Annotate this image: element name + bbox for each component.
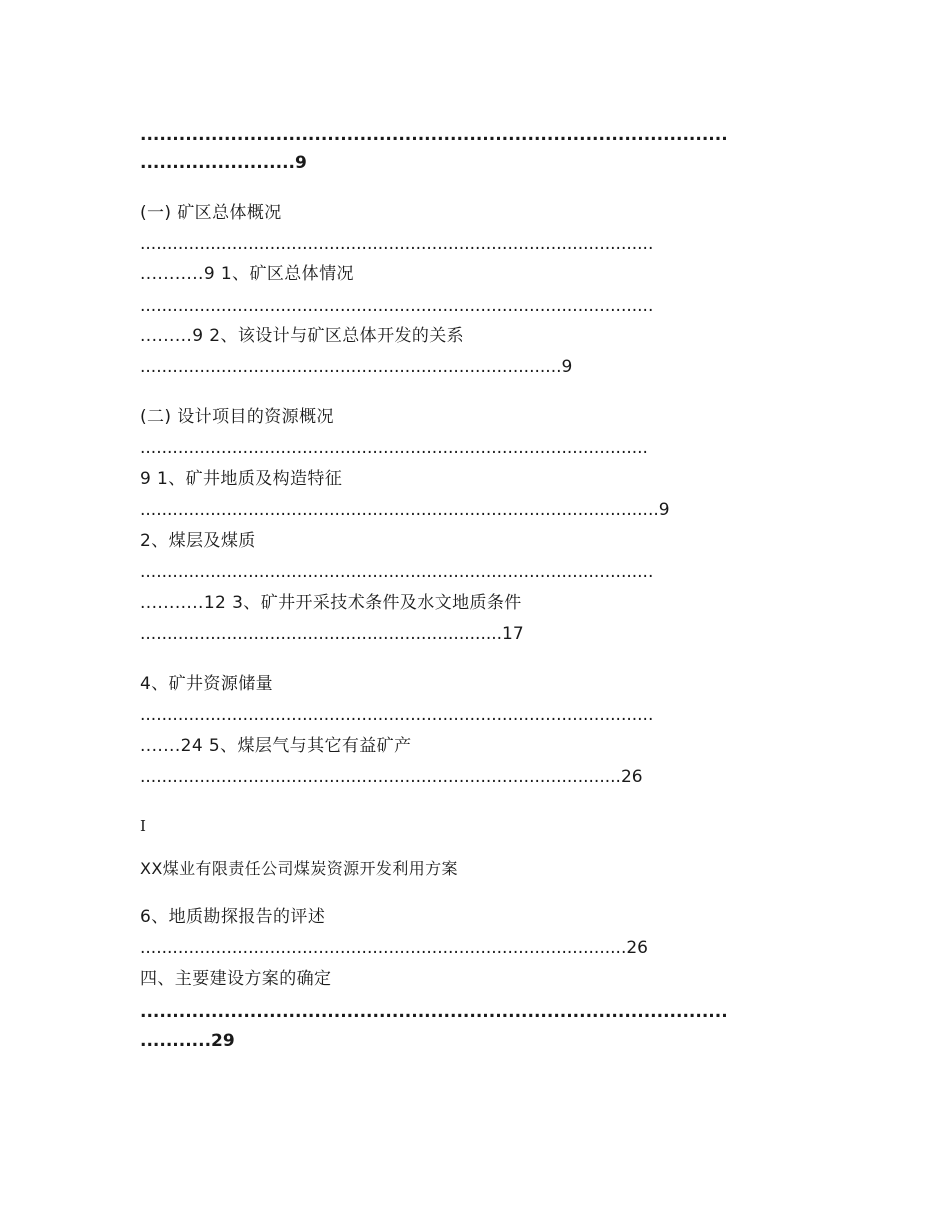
- toc-entry: 9 1、矿井地质及构造特征: [140, 469, 343, 489]
- toc-entry-page: .........................................................................................26: [140, 767, 643, 787]
- toc-entry-page: ...........29: [140, 1031, 235, 1051]
- toc-entry-page: ..............................................................................9: [140, 357, 573, 377]
- toc-dot-leader: ...........................................................................................: [140, 1002, 728, 1022]
- toc-dot-leader: ...............................................................................................: [140, 562, 654, 582]
- toc-section-heading: (二) 设计项目的资源概况: [140, 407, 334, 427]
- toc-entry-page: ..........................................................................................26: [140, 938, 648, 958]
- toc-dot-leader: ...............................................................................................: [140, 705, 654, 725]
- toc-dot-leader: ...........................................................................................: [140, 125, 728, 145]
- toc-entry: .........9 2、该设计与矿区总体开发的关系: [140, 326, 465, 346]
- toc-entry: 4、矿井资源储量: [140, 674, 274, 694]
- toc-entry: ...........9 1、矿区总体情况: [140, 264, 354, 284]
- toc-entry: 2、煤层及煤质: [140, 531, 256, 551]
- toc-dot-leader: ...............................................................................................: [140, 234, 654, 254]
- toc-entry: .......24 5、煤层气与其它有益矿产: [140, 736, 412, 756]
- toc-dot-leader: ...............................................................................................: [140, 296, 654, 316]
- toc-dot-leader: ..............................................................................................: [140, 438, 648, 458]
- toc-entry-page: ................................................................................................9: [140, 500, 670, 520]
- document-header-title: XX煤业有限责任公司煤炭资源开发利用方案: [140, 859, 458, 878]
- toc-entry: 6、地质勘探报告的评述: [140, 907, 326, 927]
- page-number-roman: I: [140, 817, 147, 835]
- toc-entry: ...........12 3、矿井开采技术条件及水文地质条件: [140, 593, 522, 613]
- toc-entry-page: ...................................................................17: [140, 624, 524, 644]
- toc-section-heading: (一) 矿区总体概况: [140, 203, 282, 223]
- toc-section-heading: 四、主要建设方案的确定: [140, 969, 332, 989]
- toc-entry-page: ........................9: [140, 153, 307, 173]
